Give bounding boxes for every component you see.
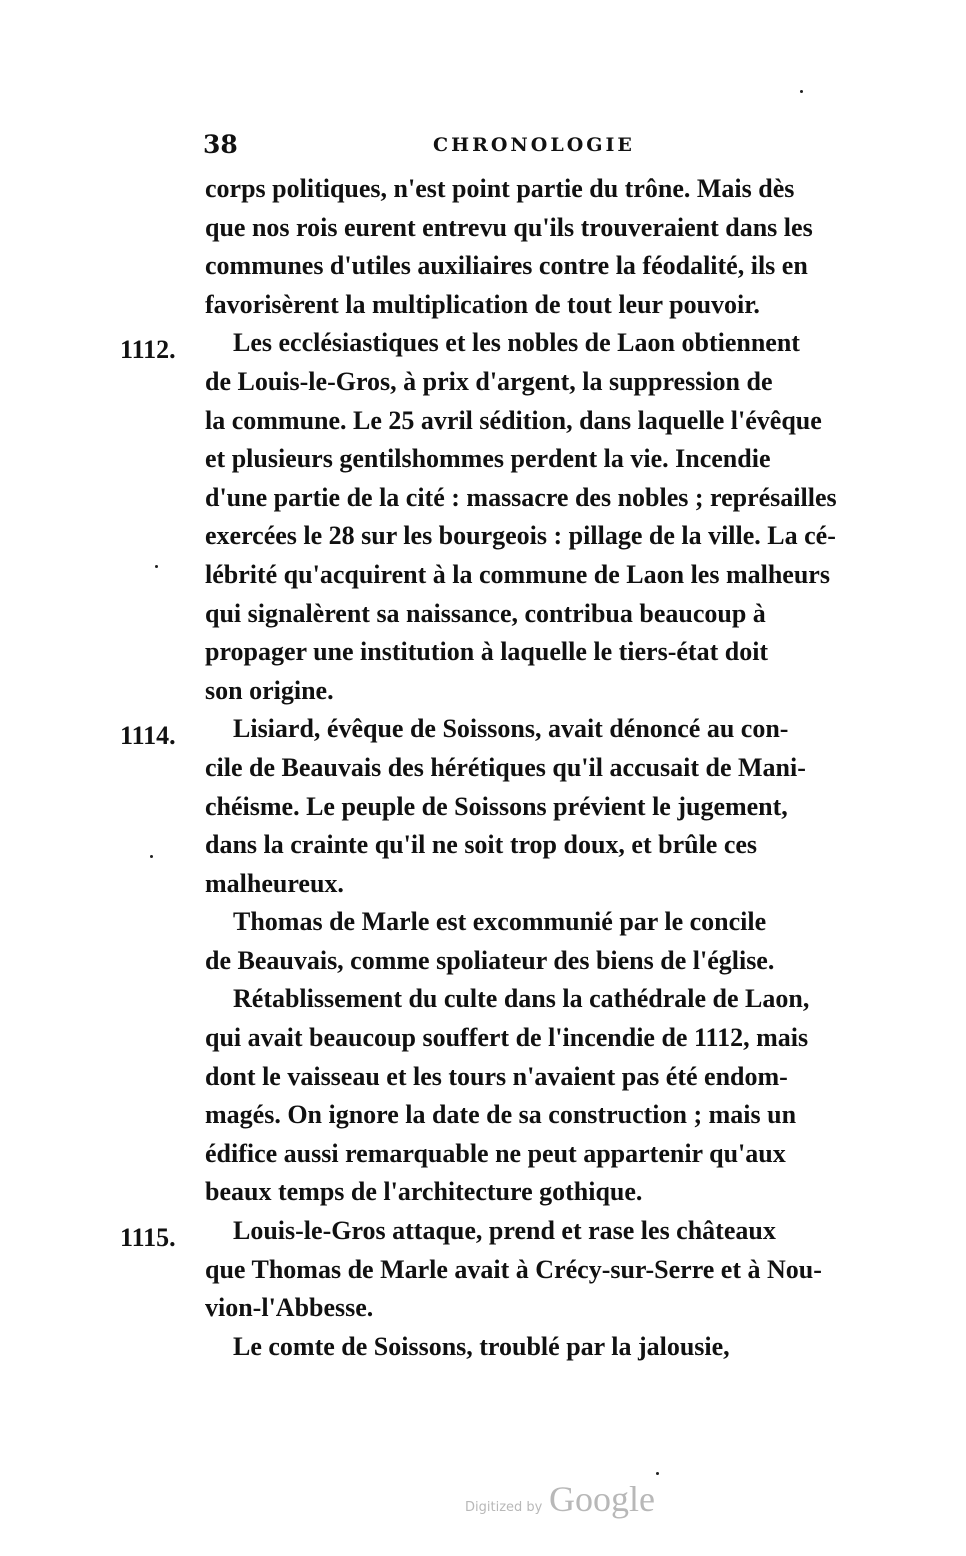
- text-line: la commune. Le 25 avril sédition, dans laquelle l'évêque: [205, 405, 822, 435]
- page-number: 38: [203, 130, 238, 159]
- text-line: magés. On ignore la date de sa construction ; mais un: [205, 1100, 797, 1130]
- text-line: lébrité qu'acquirent à la commune de Laon les malheurs: [205, 559, 830, 589]
- text-line: Thomas de Marle est excommunié par le concile: [233, 907, 767, 937]
- text-line: que nos rois eurent entrevu qu'ils trouveraient dans les: [205, 212, 813, 242]
- page-header: [203, 130, 871, 170]
- running-title: CHRONOLOGIE: [433, 134, 635, 156]
- year-marker-1114: 1114.: [120, 721, 176, 750]
- scan-speck: [150, 855, 153, 858]
- text-line: dont le vaisseau et les tours n'avaient pas été endom-: [205, 1061, 788, 1091]
- text-line: cile de Beauvais des hérétiques qu'il accusait de Mani-: [205, 752, 806, 782]
- text-line: favorisèrent la multiplication de tout leur pouvoir.: [205, 289, 760, 319]
- text-line: qui signalèrent sa naissance, contribua beaucoup à: [205, 598, 766, 628]
- text-line: édifice aussi remarquable ne peut appartenir qu'aux: [205, 1138, 786, 1168]
- text-line: malheureux.: [205, 868, 344, 898]
- text-line: Lisiard, évêque de Soissons, avait dénoncé au con-: [233, 714, 789, 744]
- scan-speck: [800, 90, 803, 93]
- year-marker-1115: 1115.: [120, 1223, 176, 1252]
- text-line: dans la crainte qu'il ne soit trop doux, et brûle ces: [205, 830, 758, 860]
- text-line: Rétablissement du culte dans la cathédrale de Laon,: [233, 984, 810, 1014]
- text-line: corps politiques, n'est point partie du trône. Mais dès: [205, 174, 795, 203]
- body-text: [205, 170, 871, 1366]
- watermark-logo-text: Google: [549, 1479, 655, 1519]
- year-marker-1112: 1112.: [120, 335, 176, 364]
- text-line: beaux temps de l'architecture gothique.: [205, 1177, 643, 1207]
- text-line: de Beauvais, comme spoliateur des biens de l'église.: [205, 945, 775, 975]
- text-line: propager une institution à laquelle le tiers-état doit: [205, 637, 769, 667]
- scan-speck: [656, 1472, 659, 1475]
- text-line: et plusieurs gentilshommes perdent la vie. Incendie: [205, 444, 771, 474]
- text-line: vion-l'Abbesse.: [205, 1293, 374, 1323]
- text-line: de Louis-le-Gros, à prix d'argent, la suppression de: [205, 366, 773, 396]
- digitized-watermark: [465, 1478, 705, 1528]
- text-line: Les ecclésiastiques et les nobles de Laon obtiennent: [233, 328, 800, 358]
- text-line: Louis-le-Gros attaque, prend et rase les châteaux: [233, 1216, 776, 1246]
- scan-speck: [155, 565, 158, 568]
- text-line: chéisme. Le peuple de Soissons prévient le jugement,: [205, 791, 788, 821]
- text-line: d'une partie de la cité : massacre des nobles ; représailles: [205, 482, 837, 512]
- watermark-small-text: Digitized by: [465, 1500, 543, 1515]
- text-line: Le comte de Soissons, troublé par la jalousie,: [233, 1331, 730, 1361]
- text-line: qui avait beaucoup souffert de l'incendie de 1112, mais: [205, 1023, 809, 1053]
- text-line: que Thomas de Marle avait à Crécy-sur-Serre et à Nou-: [205, 1254, 822, 1284]
- text-line: communes d'utiles auxiliaires contre la féodalité, ils en: [205, 251, 808, 281]
- text-line: exercées le 28 sur les bourgeois : pillage de la ville. La cé-: [205, 521, 836, 551]
- text-line: son origine.: [205, 675, 334, 705]
